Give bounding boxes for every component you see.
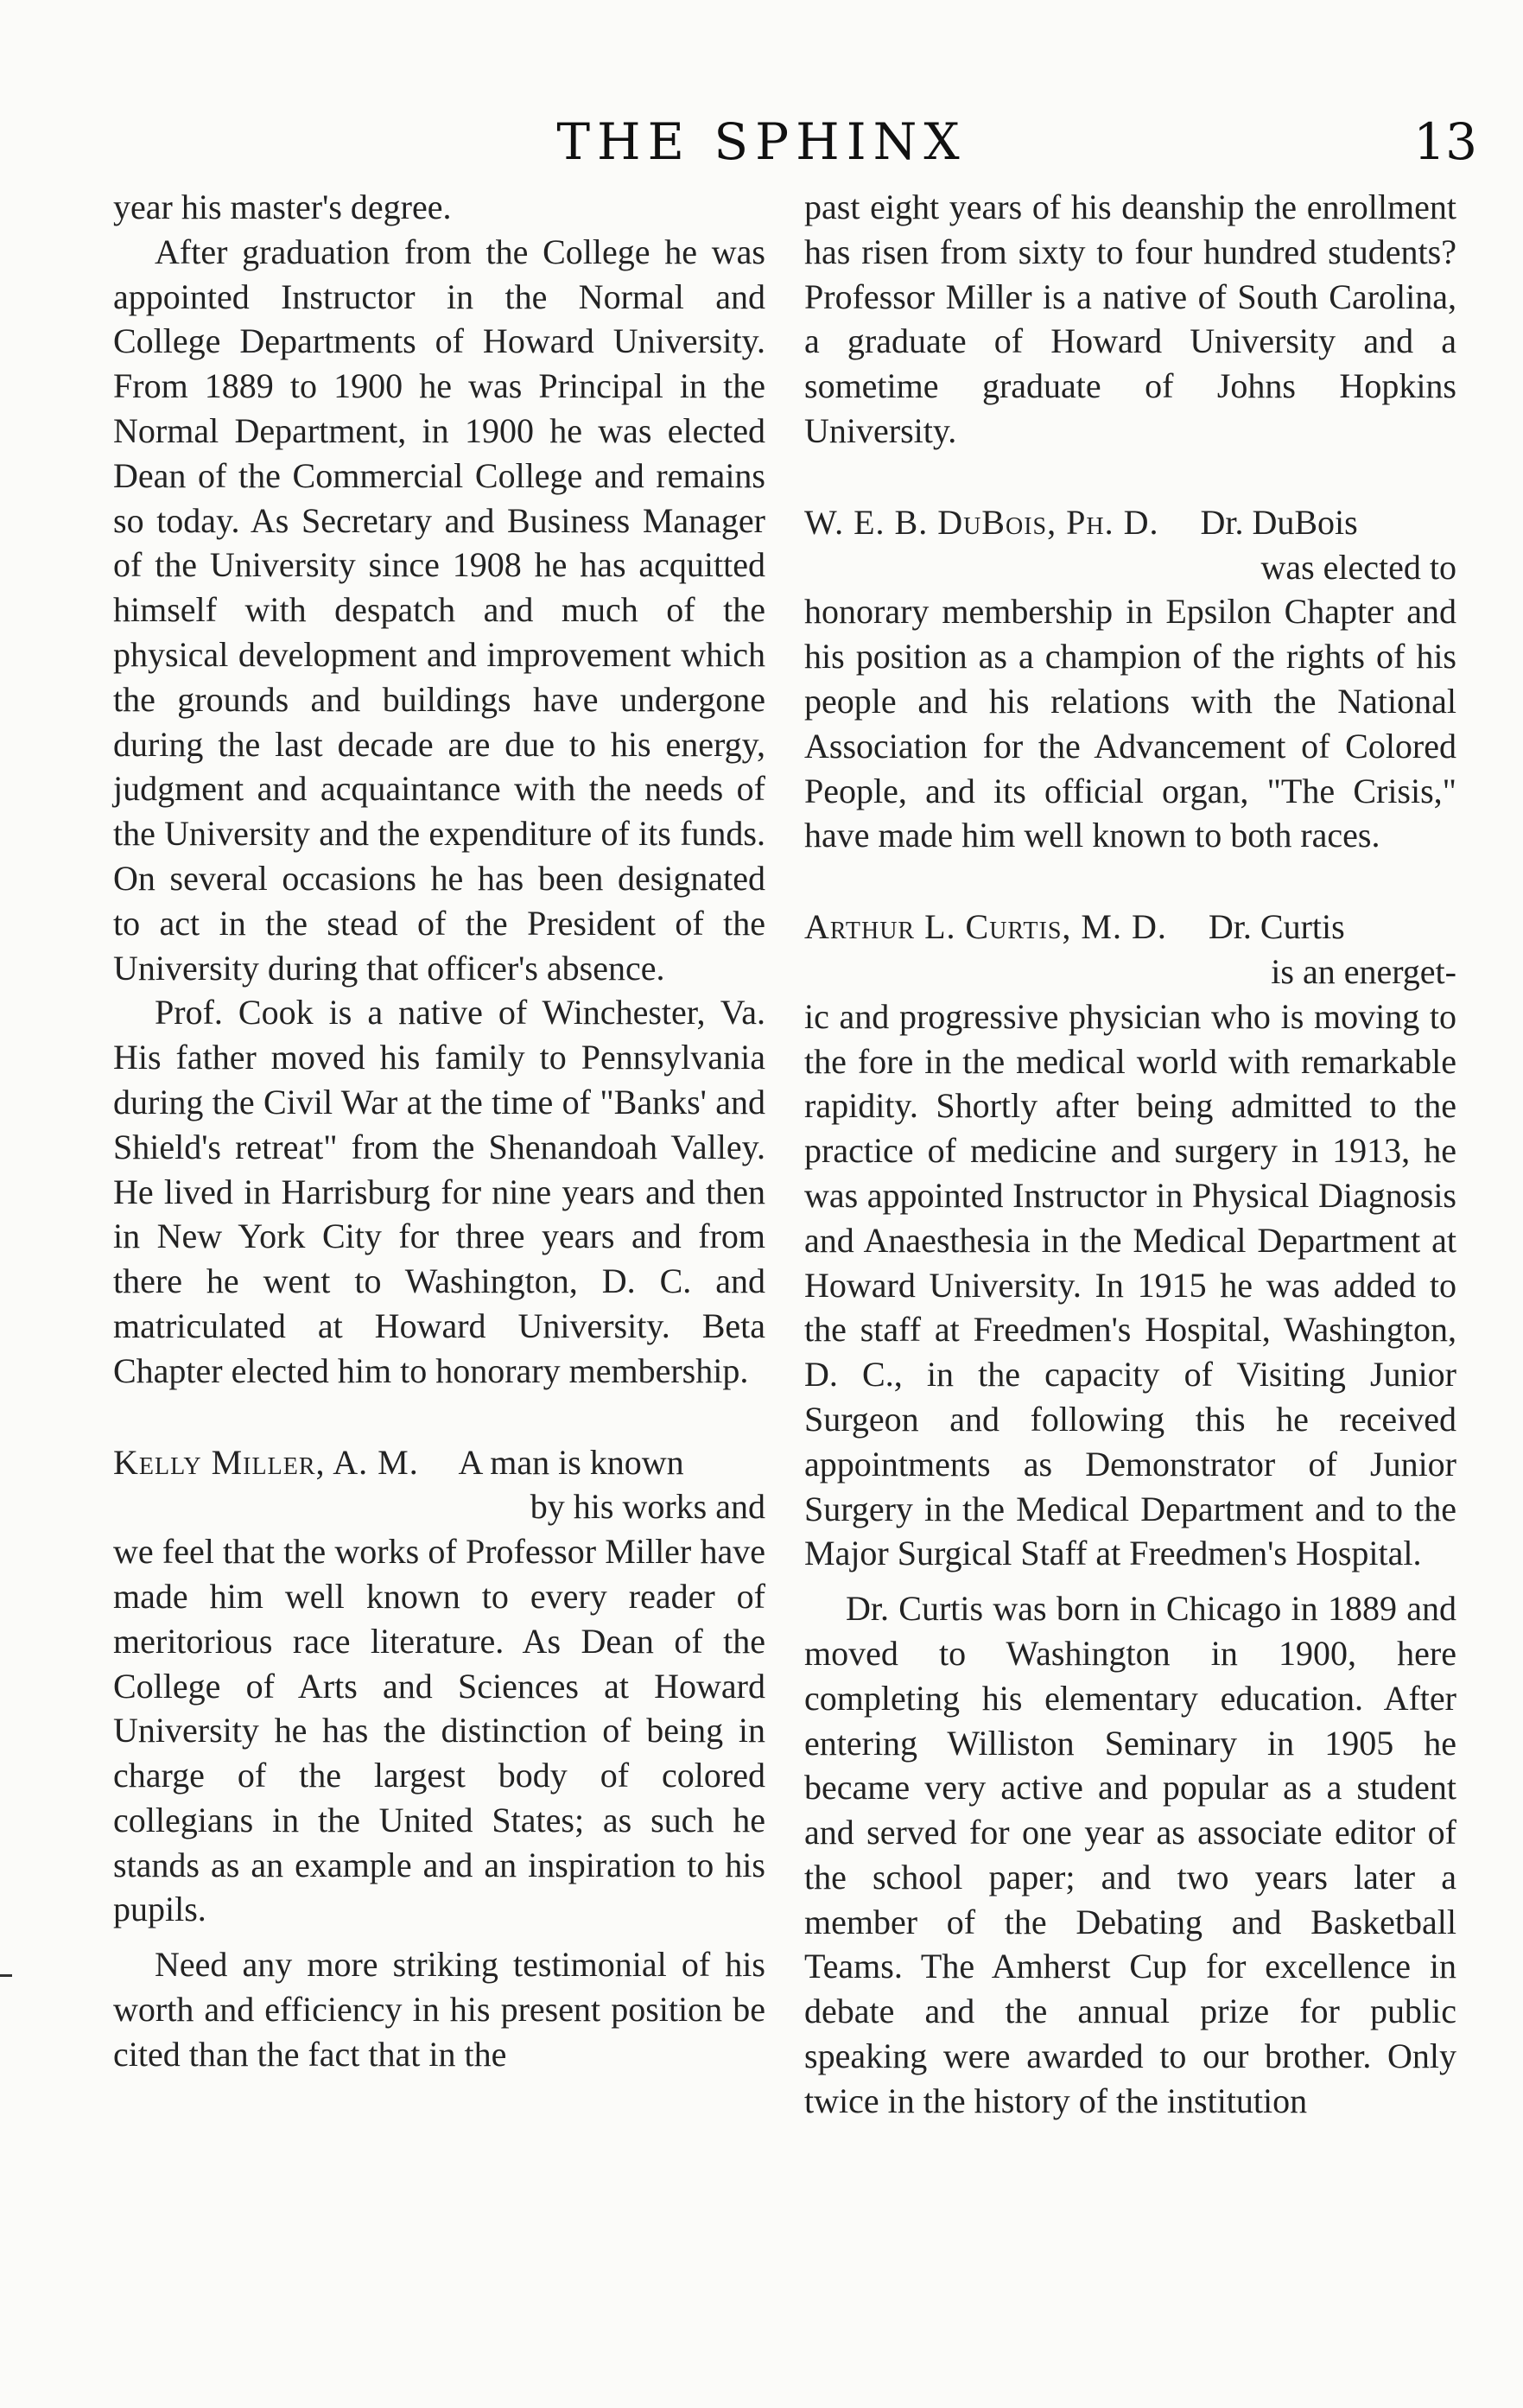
page-number: 13 [1413, 112, 1477, 171]
miller-lead: A man is known [458, 1442, 684, 1482]
dubois-entry [804, 500, 1456, 858]
dubois-lead-continued: was elected to [1260, 547, 1456, 587]
curtis-entry [804, 905, 1456, 2124]
miller-name: Kelly Miller, A. M. [113, 1442, 419, 1482]
miller-body-paragraph: we feel that the works of Professor Miller have made him well known to every reader of meritorious race literature. As Dean of the College of Arts and Sciences at Howard University he has the distinction of being in charge of the largest body of colored collegians in the United States; as such he stands as an example and an inspiration to his pupils. [113, 1532, 765, 1929]
curtis-entry-heading [804, 905, 1456, 994]
page-edge-mark [0, 1974, 12, 1977]
miller-entry-heading [113, 1440, 765, 1530]
miller-lead-continued: by his works and [530, 1487, 765, 1527]
miller-continued-paragraph: past eight years of his deanship the enrollment has risen from sixty to four hundred students? Professor Miller is a native of South Carolina, a graduate of Howard University and a sometime graduate of Johns Hopkins University. [804, 187, 1456, 450]
dubois-entry-heading [804, 500, 1456, 590]
curtis-lead: Dr. Curtis [1208, 907, 1345, 947]
right-column [804, 185, 1456, 2124]
left-column [113, 185, 765, 2077]
page-title: THE SPHINX [556, 112, 967, 171]
cook-continued-paragraph: year his master's degree. [113, 187, 452, 226]
dubois-body-paragraph: honorary membership in Epsilon Chapter and his position as a champion of the rights of his people and his relations with the National Association for the Advancement of Colored People, and its official organ, "The Crisis," have made him well known to both races. [804, 592, 1456, 855]
cook-career-paragraph: After graduation from the College he was appointed Instructor in the Normal and College Departments of Howard University. From 1889 to 1900 he was Principal in the Normal Department, in 1900 he was elected Dean of the Commercial College and remains so today. As Secretary and Business Manager of the University since 1908 he has acquitted himself with despatch and much of the physical development and improvement which the grounds and buildings have undergone during the last decade are due to his energy, judgment and acquaintance with the needs of the University and the expenditure of its funds. On several occasions he has been designated to act in the stead of the President of the University during that officer's absence. [113, 232, 765, 988]
cook-origin-paragraph: Prof. Cook is a native of Winchester, Va. His father moved his family to Pennsylvania during the Civil War at the time of "Banks' and Shield's retreat" from the Shenandoah Valley. He lived in Harrisburg for nine years and then in New York City for three years and from there he went to Washington, D. C. and matriculated at Howard University. Beta Chapter elected him to honorary membership. [113, 993, 765, 1390]
miller-testimonial-paragraph: Need any more striking testimonial of his worth and efficiency in his present position be cited than the fact that in the [113, 1945, 765, 2074]
miller-entry [113, 1440, 765, 2077]
curtis-biography-paragraph: Dr. Curtis was born in Chicago in 1889 and moved to Washington in 1900, here completing his elementary education. After entering Williston Seminary in 1905 he became very active and popular as a student and served for one year as associate editor of the school paper; and two years later a member of the Debating and Basketball Teams. The Amherst Cup for excellence in debate and the annual prize for public speaking were awarded to our brother. Only twice in the history of the institution [804, 1589, 1456, 2120]
dubois-name: W. E. B. DuBois, Ph. D. [804, 502, 1159, 542]
curtis-name: Arthur L. Curtis, M. D. [804, 907, 1167, 947]
curtis-career-paragraph: ic and progressive physician who is moving to the fore in the medical world with remarkable rapidity. Shortly after being admitted to the practice of medicine and surgery in 1913, he was appointed Instructor in Physical Diagnosis and Anaesthesia in the Medical Department at Howard University. In 1915 he was added to the staff at Freedmen's Hospital, Washington, D. C., in the capacity of Visiting Junior Surgeon and following this he received appointments as Demonstrator of Junior Surgery in the Medical Department and to the Major Surgical Staff at Freedmen's Hospital. [804, 996, 1456, 1573]
curtis-lead-continued: is an energet- [1271, 951, 1456, 991]
dubois-lead: Dr. DuBois [1200, 502, 1358, 542]
